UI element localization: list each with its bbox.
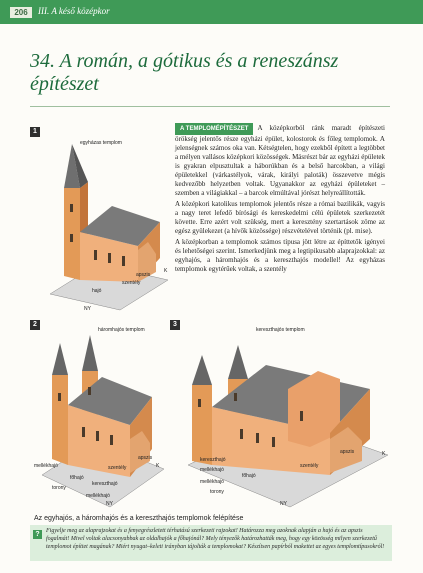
figure-label: kereszthajó [92,481,118,487]
figure-label: háromhajós templom [98,327,145,333]
figure-label: K [156,463,160,469]
figure-badge: 1 [30,127,40,137]
figure-label: főhajó [242,473,256,479]
paragraph: A középkorban a templomok számos típusa jött létre az építtetők igényei és lehetőségei szerint. Ismerkedjünk meg a legtipikusabb alaprajzokkal: az egyhajós, a háromhajós és a kereszthajós modellel! Az egyházas templomok egytérűek voltak, a szentély [175,238,385,273]
figure-label: szentély [108,465,127,471]
figure-label: NY [280,501,287,507]
figure-label: kereszthajó [200,457,226,463]
figure-label: torony [210,489,224,495]
figure-badge: 2 [30,320,40,330]
question-icon: ? [33,530,42,539]
chapter-title: 34. A román, a gótikus és a reneszánsz építészet [30,50,339,95]
figure-label: egyházas templom [80,140,122,146]
paragraph-text: A középkorból ránk maradt építészeti örökség jelentős része egyházi épület, kolostorok és főleg templomok. A jelenségnek számos oka van. Kétségtelen, hogy ezekből épített a legtöbbet a mélyen vallásos középkori közösségek. Másrészt bár az egyházi épületek is gyakran elpusztultak a háborúkban és a belső harcokban, a világi épületekkel (várkastélyok, várak, királyi paloták) összevetve mégis kedvezőbb helyzetben voltak. Ugyanakkor az egyházi épületeket – szemben a világiakkal – a barcok elmúltával jórészt helyreállították. [175,124,385,197]
figure-label: szentély [122,280,141,286]
title-divider [30,106,390,107]
section-box-title: A TEMPLOMÉPÍTÉSZET [175,123,253,135]
figure-transept-church [170,315,390,510]
figure-label: NY [84,306,91,312]
figure-three-nave-church [30,315,165,510]
figure-label: mellékhajó [86,493,110,499]
figure-label: K [164,268,168,274]
paragraph [175,123,385,198]
question-box [30,525,392,561]
figure-caption: Az egyhajós, a háromhajós és a kereszthajós templomok felépítése [34,515,244,522]
figure-label: főhajó [70,475,84,481]
page-header [0,0,423,24]
question-text: Figyelje meg az alaprajzokat és a fenyegrészletett térhatású szerkezeti rajzokat! Határozza meg azoknak alapján a hajó és az apszis fogalmát! Mivel voltak alacsonyabbak az oldalhajók a főhajónál? Mely tényezők határozhatták meg, hogy egy közösség milyen szerkezetű templomot építtet magának? Miért nyugat–keleti irányban tájolták a templomokat? Készítsen papírból makettet az egyes templomtípusokról! [46,528,385,550]
figure-label: mellékhajó [200,467,224,473]
section-title: III. A késő középkor [38,6,110,16]
figure-label: apszis [340,449,355,455]
figure-label: hajó [92,288,102,294]
figure-label: NY [106,501,113,507]
single-nave-church-illustration [30,122,170,312]
figure-label: apszis [138,455,153,461]
body-text [175,123,385,276]
figure-label: kereszthajós templom [256,327,305,333]
figure-single-nave-church [30,122,170,312]
figure-label: szentély [300,463,319,469]
figure-label: mellékhajó [34,463,58,469]
paragraph: A középkori katolikus templomok jelentős része a római bazilikák, vagyis a nagy teret lefedő bírósági és kereskedelmi célú épületek szerkezetét követte. Erre azért volt szükség, mert a keresztény szertartások zöme az egész gyülekezet (a hívők közössége) részvételével történik (pl. mise). [175,200,385,235]
figure-label: torony [52,485,66,491]
figure-label: apszis [136,272,151,278]
page-number: 206 [10,7,32,18]
figure-label: mellékhajó [200,479,224,485]
figure-badge: 3 [170,320,180,330]
figure-label: K [382,451,386,457]
